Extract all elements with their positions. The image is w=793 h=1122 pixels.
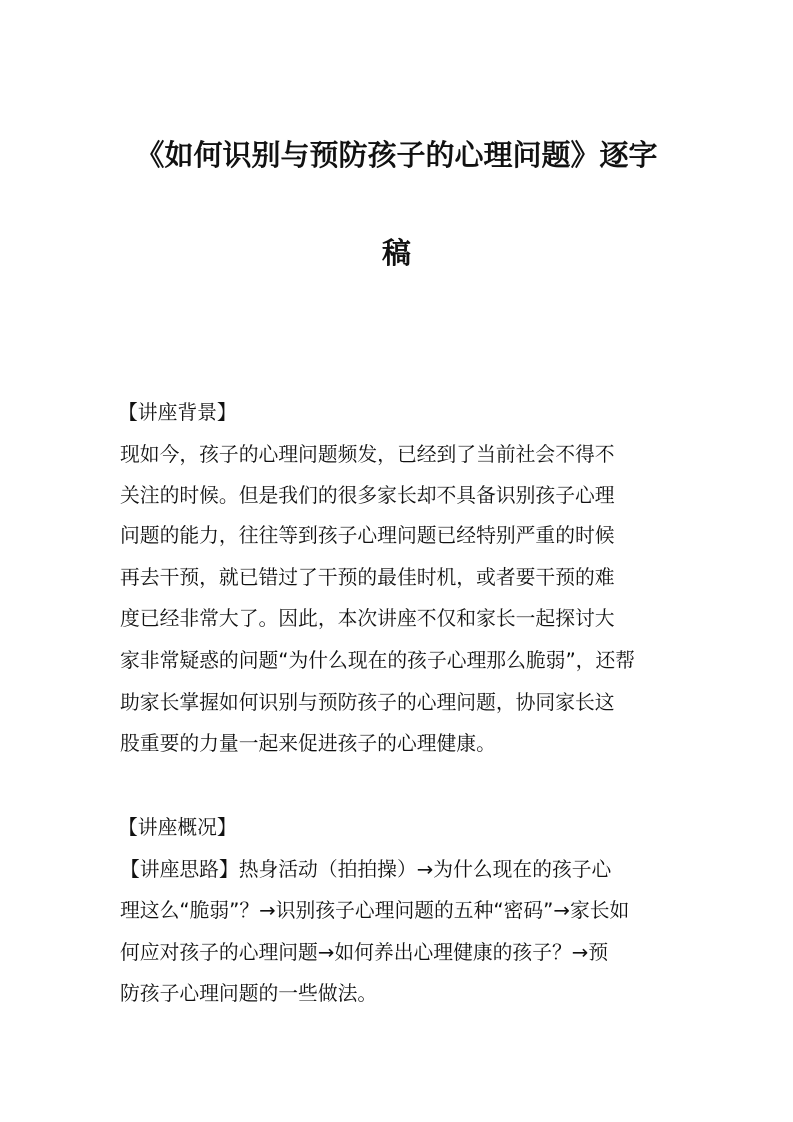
paragraph-line: 助家长掌握如何识别与预防孩子的心理问题，协同家长这	[120, 691, 615, 714]
paragraph-line: 防孩子心理问题的一些做法。	[120, 982, 378, 1005]
section-heading-overview: 【讲座概况】	[118, 816, 237, 839]
paragraph-line: 股重要的力量一起来促进孩子的心理健康。	[120, 732, 496, 755]
paragraph-line: 家非常疑惑的问题“为什么现在的孩子心理那么脆弱”，还帮	[120, 649, 636, 672]
paragraph-line: 何应对孩子的心理问题→如何养出心理健康的孩子？→预	[120, 941, 609, 964]
paragraph-line: 【讲座思路】热身活动（拍拍操）→为什么现在的孩子心	[120, 858, 612, 881]
paragraph-line: 现如今，孩子的心理问题频发，已经到了当前社会不得不	[120, 443, 615, 466]
paragraph-line: 度已经非常大了。因此，本次讲座不仅和家长一起探讨大	[120, 607, 615, 630]
paragraph-line: 再去干预，就已错过了干预的最佳时机，或者要干预的难	[120, 566, 615, 589]
document-title-line-1: 《如何识别与预防孩子的心理问题》逐字	[135, 138, 658, 172]
document-title-line-2: 稿	[381, 236, 411, 270]
paragraph-line: 关注的时候。但是我们的很多家长却不具备识别孩子心理	[120, 484, 615, 507]
paragraph-line: 理这么“脆弱”？→识别孩子心理问题的五种“密码”→家长如	[120, 899, 630, 922]
paragraph-line: 问题的能力，往往等到孩子心理问题已经特别严重的时候	[120, 524, 615, 547]
section-heading-background: 【讲座背景】	[118, 401, 237, 424]
